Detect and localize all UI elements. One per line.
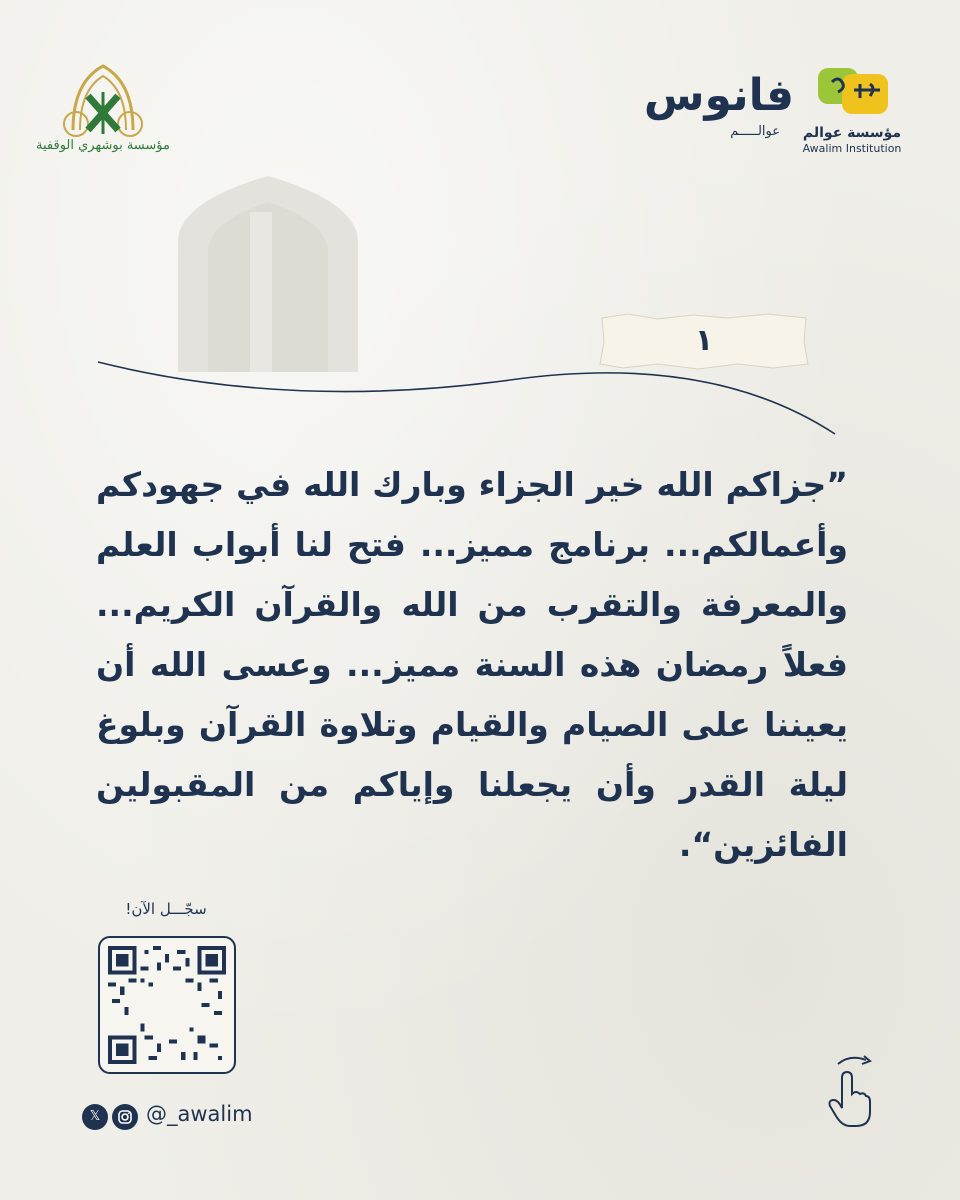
waqf-name: مؤسسة بوشهري الوقفية xyxy=(36,138,170,153)
decorative-swoosh xyxy=(90,350,850,440)
card-number: ١ xyxy=(694,323,714,358)
arch-background xyxy=(168,172,368,372)
instagram-icon[interactable] xyxy=(112,1104,138,1130)
qr-code-pattern xyxy=(108,946,226,1064)
x-icon[interactable]: 𝕏 xyxy=(82,1104,108,1130)
swipe-hand-icon[interactable] xyxy=(820,1050,880,1130)
qr-code[interactable] xyxy=(98,936,236,1074)
quote-text: ”جزاكم الله خير الجزاء وبارك الله في جهودكم وأعمالكم... برنامج مميز... فتح لنا أبواب العلم والمعرفة والتقرب من الله والقرآن الكريم... فعلاً رمضان هذه السنة مميز... وعسى الله أن يعيننا على الصيام والقيام وتلاوة القرآن وبلوغ ليلة القدر وأن يجعلنا وإياكم من المقبولين الفائزين“. xyxy=(96,465,848,864)
fanoos-subtitle: عوالـــــم xyxy=(730,124,780,139)
fanoos-title: فانوس xyxy=(643,70,794,121)
awalim-name-ar: مؤسسة عوالم xyxy=(802,125,902,141)
register-label: سجّـــل الآن! xyxy=(125,900,207,918)
awalim-name-en: Awalim Institution xyxy=(802,142,902,155)
awalim-logo xyxy=(812,64,896,124)
social-handle[interactable]: @_awalim xyxy=(146,1102,253,1126)
